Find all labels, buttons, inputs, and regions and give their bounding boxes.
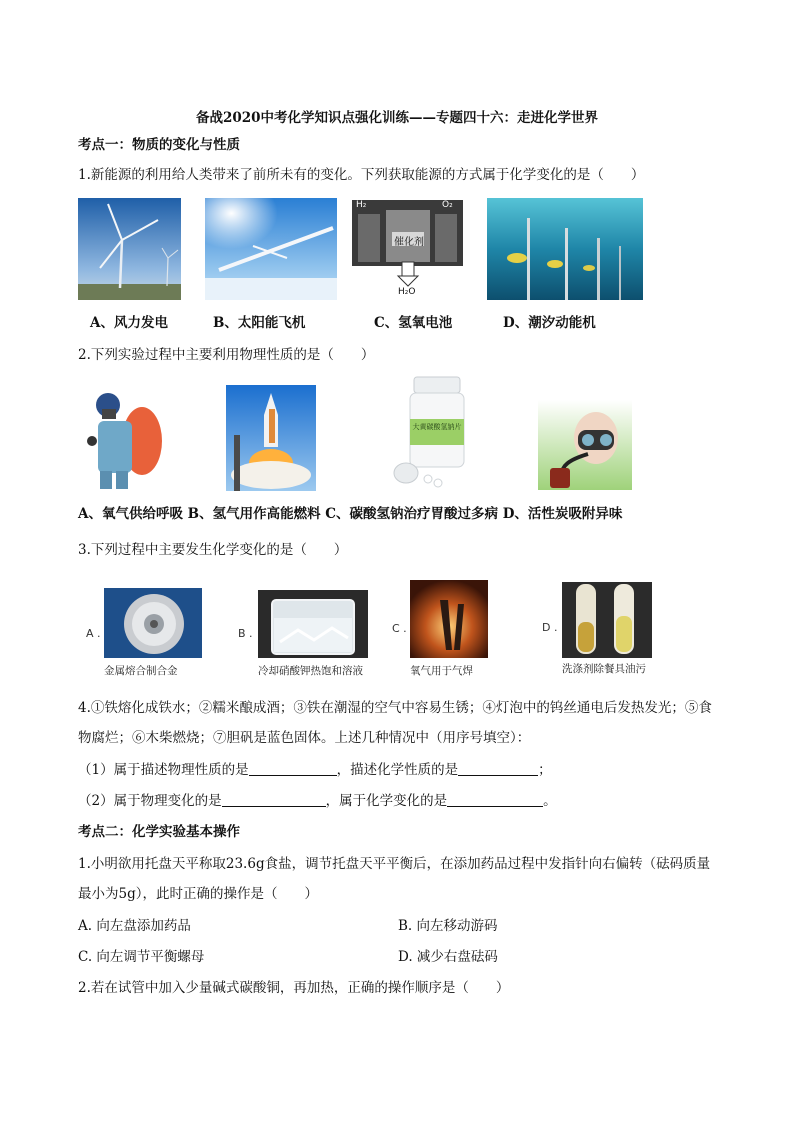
answer-blank-chemical-property[interactable] [458, 761, 538, 776]
q3-letter-a: A . [86, 627, 101, 640]
q4-sub2-part-c: 。 [543, 793, 557, 809]
label-h2o: H₂O [398, 287, 416, 297]
space-shuttle-launch-image [226, 385, 316, 491]
page-title: 备战2020中考化学知识点强化训练——专题四十六：走进化学世界 [195, 110, 599, 126]
q4-sub1-part-c: ； [538, 762, 552, 778]
question-5-line-2: 最小为5g），此时正确的操作是（ ） [78, 886, 318, 902]
question-5-line-1: 1.小明欲用托盘天平称取23.6g食盐，调节托盘天平平衡后，在添加药品过程中发指针向右偏转（砝码质量 [78, 856, 711, 872]
q1-option-c: C、氢氧电池 [374, 315, 453, 331]
q4-sub1-part-b: ，描述化学性质的是 [336, 762, 459, 778]
question-2-text: 2.下列实验过程中主要利用物理性质的是（ ） [78, 347, 375, 363]
question-4-line-1: 4.①铁熔化成铁水；②糯米酿成酒；③铁在潮湿的空气中容易生锈；④灯泡中的钨丝通电后发热发光；⑤食 [78, 700, 712, 716]
bottle-label: 大黄碳酸氢钠片 [412, 423, 462, 431]
section-heading-1: 考点一：物质的变化与性质 [78, 137, 240, 153]
question-4-line-2: 物腐烂；⑥木柴燃烧；⑦胆矾是蓝色固体。上述几种情况中（用序号填空）： [78, 730, 531, 746]
q1-option-b: B、太阳能飞机 [213, 315, 306, 331]
q3-caption-b: 冷却硝酸钾热饱和溶液 [258, 665, 363, 677]
q3-letter-b: B . [238, 627, 253, 640]
question-6-text: 2.若在试管中加入少量碱式碳酸铜，再加热，正确的操作顺序是（ ） [78, 980, 510, 996]
beaker-crystals-image [258, 590, 368, 658]
q5-option-c: C. 向左调节平衡螺母 [78, 949, 205, 965]
question-4-sub-1 [78, 761, 552, 779]
section-heading-2: 考点二：化学实验基本操作 [78, 824, 240, 840]
q3-letter-c: C . [392, 622, 407, 635]
q4-sub2-part-b: ，属于化学变化的是 [325, 793, 448, 809]
answer-blank-physical-property[interactable] [249, 761, 337, 776]
q5-option-b: B. 向左移动游码 [398, 918, 498, 934]
question-4-sub-2 [78, 792, 557, 810]
tidal-turbine-image [487, 198, 643, 300]
test-tubes-image [562, 582, 652, 658]
q3-caption-a: 金属熔合制合金 [104, 665, 178, 677]
q5-option-d: D. 减少右盘砝码 [398, 949, 498, 965]
oxygen-breathing-apparatus-image [84, 383, 164, 491]
answer-blank-physical-change[interactable] [222, 792, 326, 807]
q3-letter-d: D . [542, 621, 558, 634]
q3-caption-d: 洗涤剂除餐具油污 [562, 663, 646, 675]
hydrogen-fuel-cell-diagram [350, 198, 465, 300]
q1-option-d: D、潮汐动能机 [503, 315, 596, 331]
q1-option-a: A、风力发电 [90, 315, 168, 331]
sodium-bicarbonate-bottle-image [392, 375, 468, 489]
turbine-alloy-image [104, 588, 202, 658]
gas-welding-image [410, 580, 488, 658]
gas-mask-image [538, 400, 632, 490]
label-catalyst: 催化剂 [394, 237, 424, 248]
q2-options: A、氧气供给呼吸 B、氢气用作高能燃料 C、碳酸氢钠治疗胃酸过多病 D、活性炭吸附异味 [78, 506, 623, 522]
question-1-text: 1.新能源的利用给人类带来了前所未有的变化。下列获取能源的方式属于化学变化的是（ ） [78, 167, 645, 183]
q4-sub2-part-a: （2）属于物理变化的是 [78, 793, 222, 809]
solar-airplane-image [205, 198, 337, 300]
q3-caption-c: 氧气用于气焊 [410, 665, 473, 677]
label-h2: H₂ [356, 200, 367, 210]
question-3-text: 3.下列过程中主要发生化学变化的是（ ） [78, 542, 348, 558]
answer-blank-chemical-change[interactable] [447, 792, 543, 807]
label-o2: O₂ [442, 200, 453, 210]
q4-sub1-part-a: （1）属于描述物理性质的是 [78, 762, 249, 778]
q5-option-a: A. 向左盘添加药品 [78, 918, 191, 934]
wind-turbine-image [78, 198, 181, 300]
